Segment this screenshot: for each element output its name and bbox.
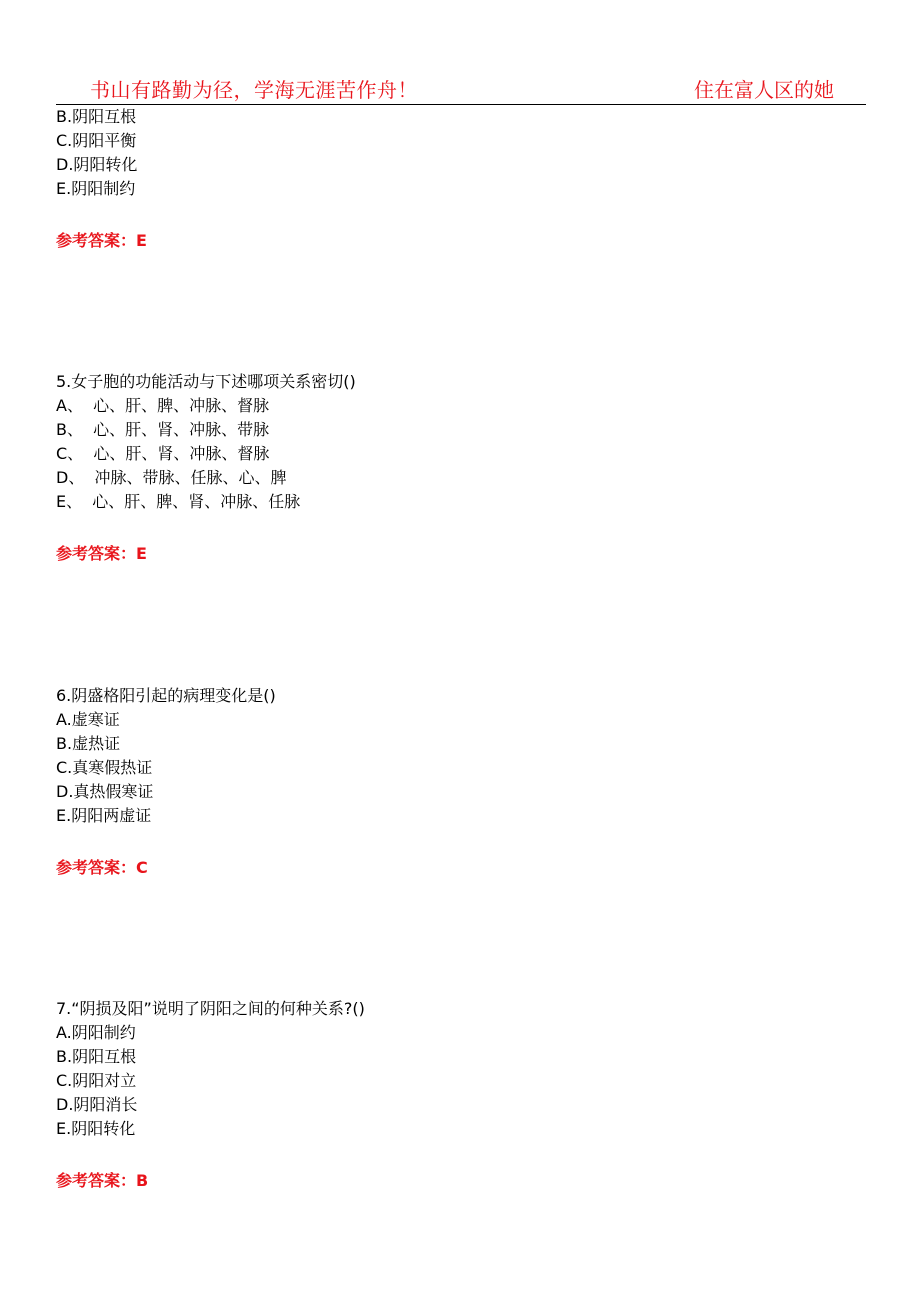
- q7-option-c: C.阴阳对立: [56, 1071, 137, 1090]
- q5-answer: 参考答案：E: [56, 544, 147, 563]
- q4-option-e: E.阴阳制约: [56, 179, 136, 198]
- q7-option-b: B.阴阳互根: [56, 1047, 137, 1066]
- q5-option-d: D、 冲脉、带脉、任脉、心、脾: [56, 468, 287, 487]
- q6-answer: 参考答案：C: [56, 858, 148, 877]
- q6-option-e: E.阴阳两虚证: [56, 806, 152, 825]
- q6-stem: 6.阴盛格阳引起的病理变化是(): [56, 686, 276, 705]
- q5-option-c: C、 心、肝、肾、冲脉、督脉: [56, 444, 270, 463]
- q4-option-c: C.阴阳平衡: [56, 131, 137, 150]
- page-header: [56, 68, 866, 105]
- q4-option-b: B.阴阳互根: [56, 107, 137, 126]
- q6-option-d: D.真热假寒证: [56, 782, 154, 801]
- q5-option-a: A、 心、肝、脾、冲脉、督脉: [56, 396, 270, 415]
- q5-option-e: E、 心、肝、脾、肾、冲脉、任脉: [56, 492, 301, 511]
- q7-stem: 7.“阴损及阳”说明了阴阳之间的何种关系?(): [56, 999, 365, 1018]
- q6-option-b: B.虚热证: [56, 734, 121, 753]
- q4-option-d: D.阴阳转化: [56, 155, 138, 174]
- header-motto: 书山有路勤为径，学海无涯苦作舟！: [90, 78, 418, 102]
- q6-option-c: C.真寒假热证: [56, 758, 153, 777]
- q4-answer: 参考答案：E: [56, 231, 147, 250]
- q7-option-e: E.阴阳转化: [56, 1119, 136, 1138]
- q6-option-a: A.虚寒证: [56, 710, 120, 729]
- q5-option-b: B、 心、肝、肾、冲脉、带脉: [56, 420, 270, 439]
- q5-stem: 5.女子胞的功能活动与下述哪项关系密切(): [56, 372, 356, 391]
- header-author: 住在富人区的她: [694, 78, 834, 102]
- q7-option-a: A.阴阳制约: [56, 1023, 136, 1042]
- q7-option-d: D.阴阳消长: [56, 1095, 138, 1114]
- q7-answer: 参考答案：B: [56, 1171, 149, 1190]
